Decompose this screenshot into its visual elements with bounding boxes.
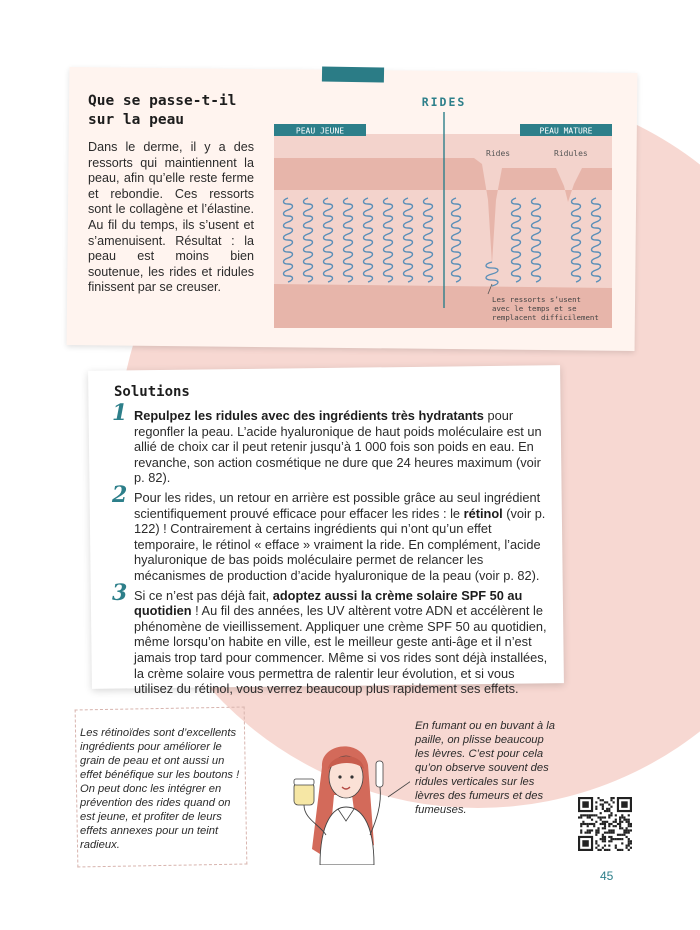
- qr-cell: [604, 840, 606, 842]
- qr-cell: [604, 827, 606, 829]
- qr-cell: [621, 814, 623, 816]
- qr-cell: [621, 838, 623, 840]
- solution-number: 1: [112, 400, 128, 426]
- qr-cell: [580, 832, 582, 834]
- qr-cell: [604, 810, 606, 812]
- qr-cell: [597, 845, 599, 847]
- qr-cell: [619, 823, 621, 825]
- qr-cell: [589, 829, 591, 831]
- qr-cell: [589, 814, 591, 816]
- solution-item-3: [112, 579, 552, 697]
- qr-cell: [606, 849, 608, 851]
- qr-cell: [619, 838, 621, 840]
- qr-cell: [608, 832, 610, 834]
- qr-cell: [623, 832, 625, 834]
- qr-cell: [613, 832, 615, 834]
- qr-cell: [613, 838, 615, 840]
- qr-cell: [617, 838, 619, 840]
- qr-cell: [619, 834, 621, 836]
- qr-cell: [604, 825, 606, 827]
- qr-cell: [610, 823, 612, 825]
- qr-cell: [628, 845, 630, 847]
- qr-cell: [580, 814, 582, 816]
- qr-cell: [610, 836, 612, 838]
- qr-cell: [600, 823, 602, 825]
- qr-cell: [610, 832, 612, 834]
- qr-cell: [613, 797, 615, 799]
- qr-cell: [628, 849, 630, 851]
- qr-cell: [615, 845, 617, 847]
- qr-cell: [604, 832, 606, 834]
- qr-cell: [628, 832, 630, 834]
- qr-cell: [591, 823, 593, 825]
- qr-cell: [587, 816, 589, 818]
- qr-cell: [619, 825, 621, 827]
- qr-cell: [615, 814, 617, 816]
- qr-cell: [589, 832, 591, 834]
- qr-cell: [619, 819, 621, 821]
- qr-cell: [619, 827, 621, 829]
- solutions-title: Solutions: [114, 384, 190, 400]
- tape-decoration: [322, 66, 384, 82]
- qr-cell: [597, 832, 599, 834]
- qr-cell: [597, 827, 599, 829]
- qr-cell: [628, 825, 630, 827]
- qr-cell: [608, 823, 610, 825]
- caption-line-2: avec le temps et se: [492, 304, 577, 313]
- qr-cell: [626, 829, 628, 831]
- jar-lid-icon: [294, 779, 314, 785]
- qr-cell: [606, 801, 608, 803]
- qr-cell: [593, 825, 595, 827]
- qr-cell: [580, 816, 582, 818]
- qr-cell: [628, 842, 630, 844]
- qr-cell: [630, 823, 632, 825]
- qr-cell: [587, 825, 589, 827]
- card-body-text: Dans le derme, il y a des ressorts qui maintiennent la peau, afin qu’elle reste ferme et rebondie. Ces ressorts sont le collagène et l’élastine. Au fil du temps, ils s’usent et s’amenuisent. Résultat : la peau est moins bien soutenue, les rides et ridules finissent par se creuser.: [88, 140, 254, 295]
- qr-cell: [608, 840, 610, 842]
- qr-cell: [621, 821, 623, 823]
- qr-cell: [602, 838, 604, 840]
- card-title-line-2: sur la peau: [88, 112, 185, 128]
- qr-cell: [604, 849, 606, 851]
- qr-cell: [600, 816, 602, 818]
- qr-cell: [580, 823, 582, 825]
- qr-cell: [621, 801, 627, 807]
- qr-cell: [630, 829, 632, 831]
- qr-cell: [597, 829, 599, 831]
- qr-cell: [615, 847, 617, 849]
- qr-cell: [587, 832, 589, 834]
- qr-cell: [595, 814, 597, 816]
- qr-cell: [595, 840, 597, 842]
- qr-cell: [604, 801, 606, 803]
- qr-cell: [613, 801, 615, 803]
- page-number: 45: [600, 869, 614, 883]
- qr-cell: [602, 803, 604, 805]
- serum-tube-icon: [376, 761, 383, 787]
- solution-bold-text: adoptez aussi la crème solaire SPF 50 au quotidien: [134, 587, 523, 619]
- qr-cell: [615, 819, 617, 821]
- qr-cell: [628, 823, 630, 825]
- qr-cell: [584, 823, 586, 825]
- qr-cell: [608, 810, 610, 812]
- young-skin-label: PEAU JEUNE: [295, 126, 345, 136]
- qr-cell: [606, 832, 608, 834]
- retinoid-note: Les rétinoïdes sont d’excellents ingrédients pour améliorer le grain de peau et ont aussi un effet bénéfique sur les boutons ! On peut donc les intégrer en prévention des rides quand on est jeune, et profiter de leurs effets annexes pour un teint radieux.: [80, 727, 240, 851]
- diagram-title: RIDES: [421, 95, 467, 109]
- qr-cell: [621, 827, 623, 829]
- qr-cell: [613, 821, 615, 823]
- qr-cell: [626, 821, 628, 823]
- qr-cell: [600, 849, 602, 851]
- qr-cell: [613, 829, 615, 831]
- qr-cell: [630, 840, 632, 842]
- qr-cell: [610, 797, 612, 799]
- wrinkles-label: Rides: [486, 149, 511, 158]
- qr-cell: [591, 829, 593, 831]
- solution-text: pour regonfler la peau. L’acide hyaluronique de haut poids moléculaire est un allié de choix car il peut retenir jusqu’à 1 000 fois son poids en eau. En revanche, son action cosmétique ne dure que 24 heures maximum (voir p. 82).: [134, 408, 542, 486]
- qr-cell: [628, 821, 630, 823]
- solutions-list: [112, 400, 552, 701]
- qr-cell: [617, 834, 619, 836]
- qr-cell: [600, 838, 602, 840]
- qr-cell: [621, 842, 623, 844]
- qr-cell: [602, 827, 604, 829]
- qr-cell: [610, 799, 612, 801]
- qr-cell: [582, 801, 588, 807]
- qr-cell: [602, 821, 604, 823]
- qr-cell: [608, 808, 610, 810]
- qr-cell: [597, 816, 599, 818]
- caption-line-1: Les ressorts s’usent: [492, 295, 581, 304]
- qr-cell: [595, 832, 597, 834]
- qr-cell: [623, 816, 625, 818]
- qr-cell: [582, 823, 584, 825]
- woman-illustration: [290, 735, 410, 865]
- qr-cell: [628, 840, 630, 842]
- qr-cell: [606, 821, 608, 823]
- speech-pointer: [388, 779, 410, 797]
- qr-cell: [595, 806, 597, 808]
- qr-cell: [628, 819, 630, 821]
- qr-cell: [602, 840, 604, 842]
- qr-cell: [600, 819, 602, 821]
- qr-cell: [587, 814, 589, 816]
- caption-line-3: remplacent difficilement: [492, 313, 599, 322]
- eye-right: [350, 775, 353, 778]
- qr-cell: [604, 823, 606, 825]
- qr-cell: [606, 808, 608, 810]
- fine-lines-label: Ridules: [554, 149, 588, 158]
- qr-cell: [600, 799, 602, 801]
- jar-icon: [294, 783, 314, 805]
- solution-text: ! Au fil des années, les UV altèrent votre ADN et accélèrent le phénomène de vieillissement. Appliquer une crème SPF 50 au quotidien, même lorsqu’on habite en ville, est le meilleur geste anti-âge et il n’est jamais trop tard pour commencer. Même si vos rides sont déjà installées, la crème solaire vous permettra de ralentir leur évolution, et si vous utilisez du rétinol, vous verrez beaucoup plus rapidement ses effets.: [134, 603, 548, 697]
- qr-cell: [630, 825, 632, 827]
- qr-cell: [602, 808, 604, 810]
- solution-item-2: [112, 481, 552, 584]
- solution-item-1: [112, 400, 552, 486]
- qr-cell: [593, 823, 595, 825]
- qr-cell: [626, 827, 628, 829]
- qr-cell: [623, 834, 625, 836]
- qr-cell: [619, 849, 621, 851]
- qr-cell: [608, 816, 610, 818]
- qr-cell: [615, 838, 617, 840]
- qr-cell: [617, 823, 619, 825]
- qr-cell: [597, 797, 599, 799]
- qr-cell: [584, 832, 586, 834]
- solution-number: 3: [112, 579, 128, 606]
- qr-cell: [608, 845, 610, 847]
- qr-cell: [608, 829, 610, 831]
- qr-cell: [602, 799, 604, 801]
- card-title: [88, 92, 258, 130]
- qr-cell: [623, 829, 625, 831]
- qr-cell: [608, 849, 610, 851]
- qr-cell: [626, 819, 628, 821]
- qr-code-icon[interactable]: [578, 797, 632, 851]
- qr-cell: [602, 834, 604, 836]
- qr-cell: [602, 816, 604, 818]
- qr-cell: [587, 823, 589, 825]
- qr-cell: [613, 825, 615, 827]
- qr-cell: [610, 838, 612, 840]
- qr-cell: [630, 847, 632, 849]
- qr-cell: [582, 821, 584, 823]
- solution-text-pre: Pour les rides, un retour en arrière est possible grâce au seul ingrédient scientifiquement prouvé efficace pour effacer les rides : le: [134, 489, 541, 521]
- qr-cell: [617, 849, 619, 851]
- qr-cell: [600, 812, 602, 814]
- qr-cell: [578, 816, 580, 818]
- qr-cell: [626, 845, 628, 847]
- qr-cell: [626, 847, 628, 849]
- qr-cell: [608, 836, 610, 838]
- eye-left: [338, 775, 341, 778]
- qr-cell: [591, 814, 593, 816]
- qr-cell: [619, 821, 621, 823]
- qr-cell: [595, 821, 597, 823]
- qr-cell: [608, 825, 610, 827]
- qr-cell: [597, 849, 599, 851]
- qr-cell: [595, 847, 597, 849]
- qr-cell: [591, 819, 593, 821]
- qr-cell: [610, 840, 612, 842]
- qr-cell: [584, 814, 586, 816]
- qr-cell: [580, 829, 582, 831]
- qr-cell: [587, 829, 589, 831]
- qr-cell: [602, 836, 604, 838]
- qr-cell: [602, 806, 604, 808]
- wrinkles-diagram: [274, 94, 612, 328]
- qr-cell: [604, 836, 606, 838]
- qr-cell: [610, 806, 612, 808]
- qr-cell: [608, 803, 610, 805]
- qr-cell: [628, 829, 630, 831]
- qr-cell: [610, 829, 612, 831]
- solution-text-pre: Si ce n’est pas déjà fait,: [134, 587, 273, 603]
- solution-number: 2: [112, 481, 128, 508]
- qr-cell: [610, 814, 612, 816]
- qr-cell: [602, 823, 604, 825]
- qr-cell: [610, 812, 612, 814]
- qr-cell: [626, 832, 628, 834]
- qr-cell: [626, 836, 628, 838]
- qr-cell: [589, 816, 591, 818]
- smoking-note: En fumant ou en buvant à la paille, on plisse beaucoup les lèvres. C’est pour cela qu’on observe souvent des ridules verticales sur les lèvres des fumeurs et des fumeuses.: [415, 720, 555, 816]
- qr-cell: [595, 801, 597, 803]
- solution-bold-text: rétinol: [463, 505, 503, 521]
- qr-cell: [615, 821, 617, 823]
- qr-cell: [615, 825, 617, 827]
- qr-cell: [595, 808, 597, 810]
- qr-cell: [593, 814, 595, 816]
- qr-cell: [582, 840, 588, 846]
- solution-text: (voir p. 122) ! Contrairement à certains ingrédients qui n’ont qu’un effet temporaire, le rétinol « efface » vraiment la ride. En complément, l’acide hyaluronique de bas poids moléculaire permet de relancer les mécanismes de production d’acide hyaluronique de la peau (voir p. 82).: [134, 505, 546, 583]
- qr-cell: [604, 816, 606, 818]
- qr-cell: [604, 838, 606, 840]
- qr-cell: [595, 842, 597, 844]
- qr-cell: [621, 834, 623, 836]
- qr-cell: [628, 838, 630, 840]
- qr-cell: [595, 834, 597, 836]
- qr-cell: [621, 849, 623, 851]
- qr-cell: [619, 816, 621, 818]
- card-title-line-1: Que se passe-t-il: [88, 93, 237, 109]
- qr-cell: [621, 816, 623, 818]
- mature-skin-label: PEAU MATURE: [539, 126, 593, 136]
- qr-cell: [600, 803, 602, 805]
- qr-cell: [580, 825, 582, 827]
- qr-cell: [595, 829, 597, 831]
- qr-cell: [628, 814, 630, 816]
- qr-cell: [602, 847, 604, 849]
- qr-cell: [608, 814, 610, 816]
- qr-cell: [630, 842, 632, 844]
- solution-bold-text: Repulpez les ridules avec des ingrédients très hydratants: [134, 408, 484, 423]
- qr-cell: [604, 821, 606, 823]
- qr-cell: [604, 845, 606, 847]
- qr-cell: [623, 819, 625, 821]
- qr-cell: [589, 823, 591, 825]
- qr-cell: [582, 814, 584, 816]
- qr-cell: [606, 810, 608, 812]
